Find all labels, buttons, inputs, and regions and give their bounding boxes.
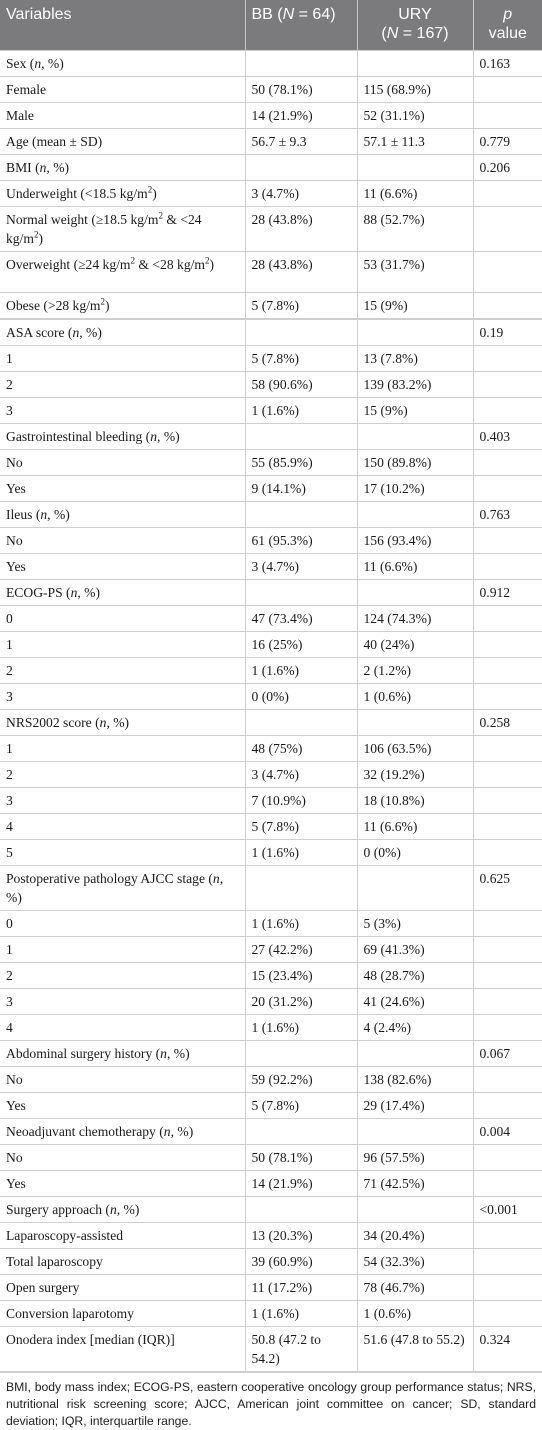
cell-p-value: 0.625 [473,865,542,910]
cell-p-value [473,345,542,371]
table-row [0,683,542,709]
cell-variable: Underweight (<18.5 $kg/m^2$) [0,180,245,206]
table-row [0,735,542,761]
cell-p-value [473,1170,542,1196]
table-row [0,605,542,631]
table-row [0,345,542,371]
cell-variable: 2 [0,962,245,988]
cell-variable: Overweight (≥24 $kg/m^2$ & <28 $kg/m^2$) [0,251,245,292]
table-footnote: BMI, body mass index; ECOG-PS, eastern cooperative oncology group performance status; NRS, nutritional risk screening score; AJCC, American joint committee on cancer; SD, standard deviation; IQR, interquartile range. [0,1372,542,1430]
cell-p-value [473,449,542,475]
cell-variable: No [0,1066,245,1092]
cell-ury: 17 (10.2%) [357,475,473,501]
cell-bb [245,579,357,605]
cell-p-value: <0.001 [473,1196,542,1222]
table-row [0,579,542,605]
cell-variable: 3 [0,787,245,813]
cell-p-value [473,76,542,102]
cell-ury: 5 (3%) [357,910,473,936]
cell-variable: Age (mean ± SD) [0,128,245,154]
table-row [0,910,542,936]
cell-p-value [473,1300,542,1326]
table-row [0,709,542,735]
cell-ury: 96 (57.5%) [357,1144,473,1170]
cell-bb [245,319,357,346]
cell-ury [357,50,473,76]
cell-bb: 15 (23.4%) [245,962,357,988]
cell-bb: 5 (7.8%) [245,292,357,319]
cell-variable: Yes [0,1092,245,1118]
cell-bb [245,154,357,180]
cell-ury: 1 (0.6%) [357,683,473,709]
cell-ury: 138 (82.6%) [357,1066,473,1092]
cell-p-value [473,631,542,657]
cell-bb: 58 (90.6%) [245,371,357,397]
cell-bb: 11 (17.2%) [245,1274,357,1300]
table-row [0,1196,542,1222]
cell-variable: 3 [0,683,245,709]
cell-ury: 69 (41.3%) [357,936,473,962]
table-row [0,1144,542,1170]
cell-ury [357,579,473,605]
cell-variable: Yes [0,1170,245,1196]
cell-ury: 52 (31.1%) [357,102,473,128]
cell-ury: 54 (32.3%) [357,1248,473,1274]
cell-bb: 50.8 (47.2 to 54.2) [245,1326,357,1371]
cell-ury: 40 (24%) [357,631,473,657]
header-bb: BB (N = 64) [245,0,357,50]
cell-ury: 41 (24.6%) [357,988,473,1014]
cell-variable: Onodera index [median (IQR)] [0,1326,245,1371]
cell-bb: 1 (1.6%) [245,657,357,683]
cell-variable: No [0,527,245,553]
cell-ury: 29 (17.4%) [357,1092,473,1118]
cell-ury: 34 (20.4%) [357,1222,473,1248]
cell-p-value [473,206,542,251]
table-row [0,1222,542,1248]
cell-variable: ECOG-PS (n, %) [0,579,245,605]
table-row [0,292,542,319]
cell-variable: No [0,1144,245,1170]
cell-p-value: 0.912 [473,579,542,605]
table-row [0,251,542,292]
cell-ury: 88 (52.7%) [357,206,473,251]
cell-p-value [473,1144,542,1170]
cell-variable: Laparoscopy-assisted [0,1222,245,1248]
table-row [0,501,542,527]
header-variables: Variables [0,0,245,50]
table-row [0,1118,542,1144]
cell-variable: Total laparoscopy [0,1248,245,1274]
cell-variable: Conversion laparotomy [0,1300,245,1326]
cell-variable: Abdominal surgery history (n, %) [0,1040,245,1066]
cell-bb: 1 (1.6%) [245,1300,357,1326]
cell-ury: 115 (68.9%) [357,76,473,102]
cell-bb [245,1040,357,1066]
cell-bb: 3 (4.7%) [245,553,357,579]
table-row [0,631,542,657]
cell-p-value [473,475,542,501]
cell-p-value [473,1092,542,1118]
cell-p-value [473,371,542,397]
cell-ury: 124 (74.3%) [357,605,473,631]
cell-variable: NRS2002 score (n, %) [0,709,245,735]
cell-p-value [473,988,542,1014]
cell-bb [245,1118,357,1144]
cell-ury: 11 (6.6%) [357,813,473,839]
header-ury: URY (N = 167) [357,0,473,50]
cell-p-value: 0.067 [473,1040,542,1066]
table-row [0,761,542,787]
cell-ury: 18 (10.8%) [357,787,473,813]
cell-bb: 61 (95.3%) [245,527,357,553]
cell-variable: No [0,449,245,475]
cell-p-value [473,605,542,631]
cell-p-value [473,683,542,709]
table-row [0,475,542,501]
cell-ury [357,319,473,346]
cell-variable: 3 [0,988,245,1014]
cell-variable: 1 [0,936,245,962]
cell-bb [245,1196,357,1222]
cell-p-value [473,1066,542,1092]
table-row [0,839,542,865]
table-row [0,76,542,102]
cell-p-value: 0.779 [473,128,542,154]
cell-variable: 1 [0,735,245,761]
cell-bb: 7 (10.9%) [245,787,357,813]
table-row [0,1248,542,1274]
cell-bb: 28 (43.8%) [245,251,357,292]
table-row [0,449,542,475]
cell-bb: 9 (14.1%) [245,475,357,501]
cell-p-value [473,657,542,683]
cell-p-value [473,397,542,423]
cell-bb: 3 (4.7%) [245,180,357,206]
cell-bb: 1 (1.6%) [245,839,357,865]
cell-p-value [473,102,542,128]
cell-variable: 4 [0,1014,245,1040]
cell-ury: 15 (9%) [357,292,473,319]
cell-p-value [473,1248,542,1274]
table-row [0,1014,542,1040]
cell-variable: Sex (n, %) [0,50,245,76]
cell-ury: 150 (89.8%) [357,449,473,475]
table-row [0,371,542,397]
cell-variable: 1 [0,631,245,657]
cell-bb: 1 (1.6%) [245,910,357,936]
cell-bb: 16 (25%) [245,631,357,657]
cell-variable: 1 [0,345,245,371]
cell-p-value: 0.763 [473,501,542,527]
cell-bb: 14 (21.9%) [245,102,357,128]
table-body [0,50,542,1371]
table-header [0,0,542,50]
cell-variable: Yes [0,475,245,501]
cell-variable: 2 [0,761,245,787]
cell-variable: Postoperative pathology AJCC stage (n, %) [0,865,245,910]
table-row [0,1300,542,1326]
table-row [0,988,542,1014]
table-row [0,657,542,683]
table-row [0,962,542,988]
table-row [0,319,542,346]
cell-bb: 28 (43.8%) [245,206,357,251]
cell-p-value: 0.324 [473,1326,542,1371]
cell-p-value: 0.19 [473,319,542,346]
cell-bb: 56.7 ± 9.3 [245,128,357,154]
cell-p-value [473,787,542,813]
cell-p-value [473,910,542,936]
cell-variable: 0 [0,605,245,631]
cell-p-value [473,1014,542,1040]
cell-bb: 1 (1.6%) [245,1014,357,1040]
cell-bb: 3 (4.7%) [245,761,357,787]
table-row [0,102,542,128]
cell-p-value [473,292,542,319]
table-row [0,128,542,154]
cell-p-value: 0.403 [473,423,542,449]
cell-bb: 5 (7.8%) [245,345,357,371]
table-row [0,50,542,76]
cell-p-value [473,761,542,787]
table-row [0,553,542,579]
cell-ury: 53 (31.7%) [357,251,473,292]
cell-ury: 11 (6.6%) [357,180,473,206]
table-row [0,397,542,423]
cell-ury [357,501,473,527]
table-row [0,1040,542,1066]
cell-bb: 1 (1.6%) [245,397,357,423]
cell-ury: 71 (42.5%) [357,1170,473,1196]
cell-variable: 2 [0,657,245,683]
table-row [0,787,542,813]
table-row [0,813,542,839]
cell-ury: 11 (6.6%) [357,553,473,579]
cell-variable: Normal weight (≥18.5 $kg/m^2$ & <24 $kg/m^2$) [0,206,245,251]
cell-ury [357,1118,473,1144]
cell-bb: 39 (60.9%) [245,1248,357,1274]
cell-variable: 0 [0,910,245,936]
cell-variable: Open surgery [0,1274,245,1300]
cell-variable: ASA score (n, %) [0,319,245,346]
cell-variable: 4 [0,813,245,839]
table-row [0,1092,542,1118]
cell-ury: 57.1 ± 11.3 [357,128,473,154]
cell-bb: 55 (85.9%) [245,449,357,475]
cell-variable: Neoadjuvant chemotherapy (n, %) [0,1118,245,1144]
cell-bb: 20 (31.2%) [245,988,357,1014]
cell-variable: Female [0,76,245,102]
cell-ury [357,1196,473,1222]
cell-ury: 13 (7.8%) [357,345,473,371]
cell-bb [245,501,357,527]
cell-bb: 48 (75%) [245,735,357,761]
cell-bb: 59 (92.2%) [245,1066,357,1092]
table-row [0,423,542,449]
cell-p-value [473,962,542,988]
cell-bb [245,50,357,76]
cell-variable: Male [0,102,245,128]
table-row [0,180,542,206]
cell-ury [357,154,473,180]
cell-ury [357,865,473,910]
cell-p-value: 0.258 [473,709,542,735]
cell-variable: 2 [0,371,245,397]
cell-variable: Ileus (n, %) [0,501,245,527]
cell-bb [245,709,357,735]
cell-bb: 47 (73.4%) [245,605,357,631]
cell-ury: 156 (93.4%) [357,527,473,553]
cell-p-value [473,180,542,206]
cell-ury: 78 (46.7%) [357,1274,473,1300]
cell-bb: 5 (7.8%) [245,813,357,839]
table-row [0,865,542,910]
cell-p-value [473,553,542,579]
cell-ury [357,709,473,735]
cell-ury: 0 (0%) [357,839,473,865]
header-p-value: p value [488,6,527,42]
cell-p-value [473,813,542,839]
table-row [0,936,542,962]
cell-p-value: 0.206 [473,154,542,180]
cell-bb: 14 (21.9%) [245,1170,357,1196]
cell-ury: 1 (0.6%) [357,1300,473,1326]
cell-ury: 51.6 (47.8 to 55.2) [357,1326,473,1371]
cell-ury: 15 (9%) [357,397,473,423]
cell-bb: 0 (0%) [245,683,357,709]
cell-variable: Gastrointestinal bleeding (n, %) [0,423,245,449]
cell-ury [357,423,473,449]
cell-bb [245,423,357,449]
cell-ury: 48 (28.7%) [357,962,473,988]
table-row [0,206,542,251]
cell-ury [357,1040,473,1066]
cell-ury: 32 (19.2%) [357,761,473,787]
table-row [0,1066,542,1092]
table-row [0,1326,542,1371]
cell-p-value [473,839,542,865]
cell-variable: 3 [0,397,245,423]
header-row [0,0,542,50]
cell-ury: 139 (83.2%) [357,371,473,397]
cell-variable: Obese (>28 $kg/m^2$) [0,292,245,319]
cell-bb: 50 (78.1%) [245,1144,357,1170]
cell-p-value: 0.163 [473,50,542,76]
cell-ury: 106 (63.5%) [357,735,473,761]
cell-variable: Yes [0,553,245,579]
cell-variable: 5 [0,839,245,865]
table-row [0,154,542,180]
cell-bb [245,865,357,910]
cell-p-value: 0.004 [473,1118,542,1144]
cell-p-value [473,936,542,962]
table-row [0,527,542,553]
cell-variable: Surgery approach (n, %) [0,1196,245,1222]
table-row [0,1274,542,1300]
cell-p-value [473,735,542,761]
cell-p-value [473,1222,542,1248]
cell-ury: 2 (1.2%) [357,657,473,683]
cell-bb: 5 (7.8%) [245,1092,357,1118]
cell-ury: 4 (2.4%) [357,1014,473,1040]
cell-bb: 27 (42.2%) [245,936,357,962]
cell-p-value [473,527,542,553]
cell-p-value [473,1274,542,1300]
table-row [0,1170,542,1196]
cell-bb: 13 (20.3%) [245,1222,357,1248]
cell-bb: 50 (78.1%) [245,76,357,102]
cell-p-value [473,251,542,292]
cell-variable: BMI (n, %) [0,154,245,180]
